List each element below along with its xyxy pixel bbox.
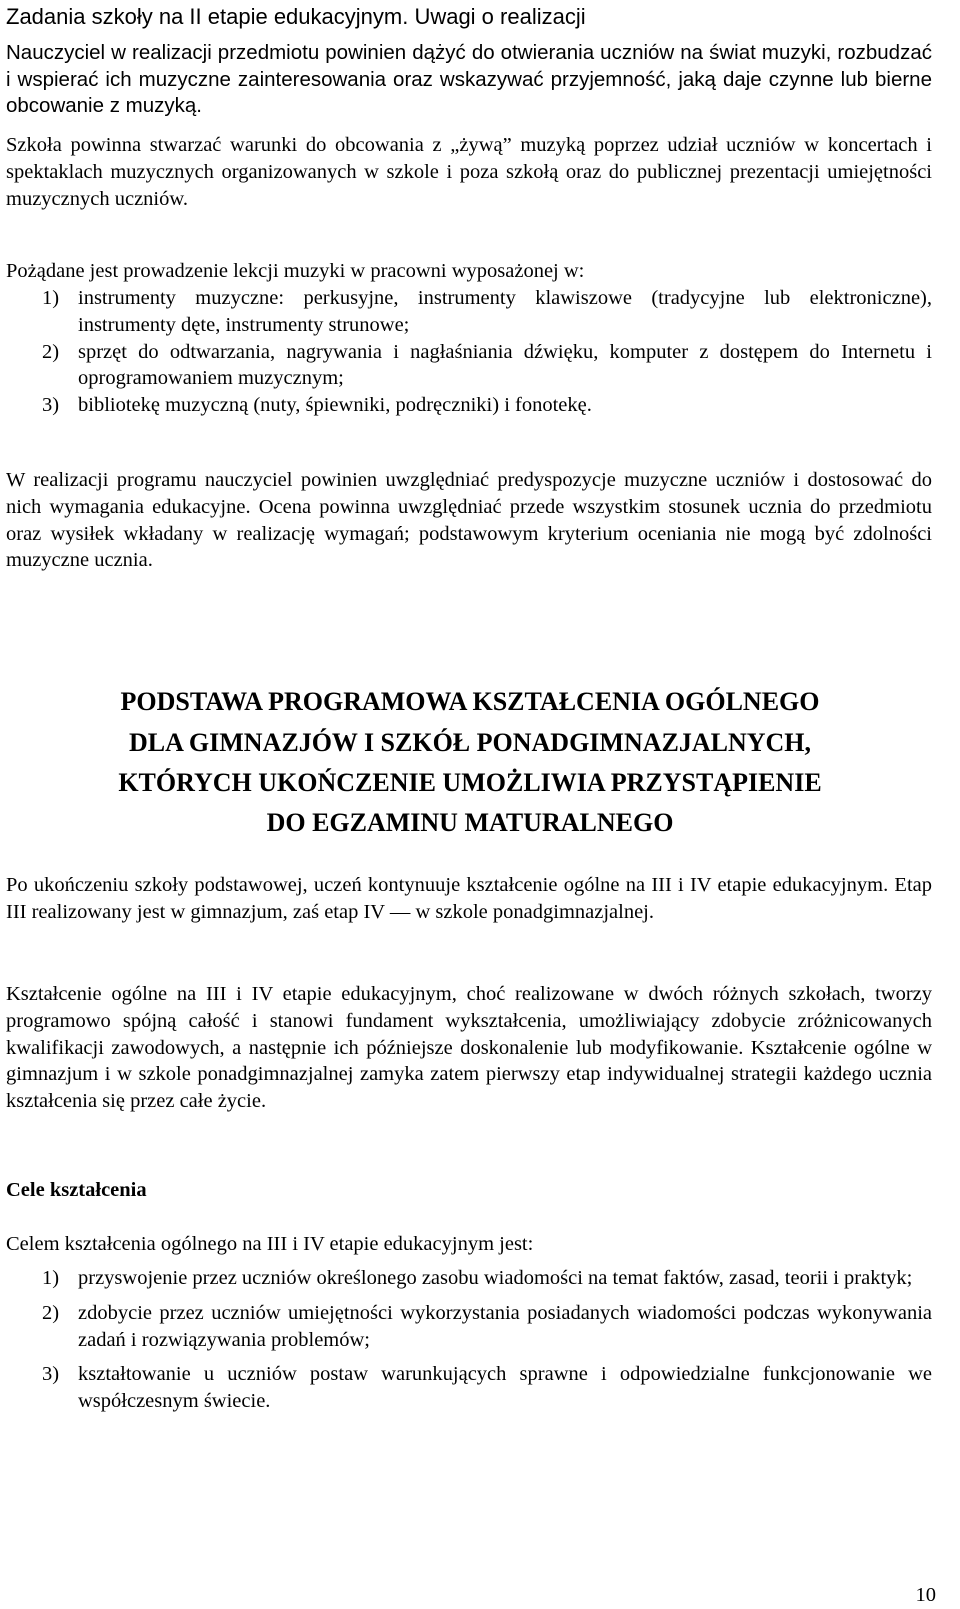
- main-heading-line-3: KTÓRYCH UKOŃCZENIE UMOŻLIWIA PRZYSTĄPIENIE: [118, 768, 822, 797]
- paragraph-assessment: W realizacji programu nauczyciel powinien uwzględniać predyspozycje muzyczne uczniów i dostosować do nich wymagania edukacyjne. Ocena powinna uwzględniać przede wszystkim stosunek ucznia do przedmiotu oraz wysiłek wkładany w realizację wymagań; podstawowym kryterium oceniania nie mogą być zdolności muzyczne ucznia.: [6, 469, 932, 572]
- main-heading-line-4: DO EGZAMINU MATURALNEGO: [266, 808, 674, 837]
- list-item-text: przyswojenie przez uczniów określonego zasobu wiadomości na temat faktów, zasad, teorii i praktyk;: [78, 1267, 913, 1289]
- list-item-number: 1): [42, 1267, 60, 1289]
- list-item-number: 3): [42, 394, 60, 417]
- list-item-number: 3): [42, 1363, 60, 1386]
- list-item-text: kształtowanie u uczniów postaw warunkujących sprawne i odpowiedzialne funkcjonowanie we współczesnym świecie.: [78, 1363, 932, 1413]
- paragraph-school-conditions: Szkoła powinna stwarzać warunki do obcowania z „żywą” muzyką poprzez udział uczniów w koncertach i spektaklach muzycznych organizowanych w szkole i poza szkołą oraz do publicznej prezentacji umiejętności muzycznych uczniów.: [6, 134, 932, 210]
- list-item-text: bibliotekę muzyczną (nuty, śpiewniki, podręczniki) i fonotekę.: [78, 394, 592, 417]
- list-item: [6, 392, 932, 419]
- main-heading-line-1: PODSTAWA PROGRAMOWA KSZTAŁCENIA OGÓLNEGO: [120, 687, 820, 716]
- paragraph-continuation: Po ukończeniu szkoły podstawowej, uczeń kontynuuje kształcenie ogólne na III i IV etapie edukacyjnym. Etap III realizowany jest w gimnazjum, zaś etap IV — w szkole ponadgimnazjalnej.: [6, 874, 932, 923]
- goals-heading: Cele kształcenia: [6, 1179, 147, 1201]
- section-title: Zadania szkoły na II etapie edukacyjnym. Uwagi o realizacji: [6, 4, 586, 29]
- list-item-number: 2): [42, 340, 60, 363]
- list-item: [6, 339, 932, 393]
- list-item: [6, 1265, 932, 1292]
- list-item-text: instrumenty muzyczne: perkusyjne, instrumenty klawiszowe (tradycyjne lub elektroniczne), instrumenty dęte, instrumenty strunowe;: [78, 287, 932, 336]
- page-number: 10: [915, 1584, 936, 1606]
- paragraph-equipment-intro: Pożądane jest prowadzenie lekcji muzyki w pracowni wyposażonej w:: [6, 260, 585, 282]
- list-item-text: zdobycie przez uczniów umiejętności wykorzystania posiadanych wiadomości podczas wykonywania zadań i rozwiązywania problemów;: [78, 1301, 932, 1351]
- list-item: [6, 285, 932, 339]
- goals-list: [6, 1265, 932, 1415]
- list-item-number: 2): [42, 1301, 60, 1324]
- list-item-number: 1): [42, 287, 60, 309]
- list-item: [6, 1361, 932, 1415]
- paragraph-general-education: Kształcenie ogólne na III i IV etapie edukacyjnym, choć realizowane w dwóch różnych szkołach, tworzy programowo spójną całość i stanowi fundament wykształcenia, umożliwiający zdobycie zróżnicowanych kwalifikacji zawodowych, a następnie ich późniejsze doskonalenie lub modyfikowanie. Kształcenie ogólne w gimnazjum i w szkole ponadgimnazjalnej zamyka zatem pierwszy etap indywidualnej strategii każdego ucznia kształcenia się przez całe życie.: [6, 983, 932, 1113]
- main-heading-line-2: DLA GIMNAZJÓW I SZKÓŁ PONADGIMNAZJALNYCH,: [128, 728, 812, 757]
- list-item-text: sprzęt do odtwarzania, nagrywania i nagłaśniania dźwięku, komputer z dostępem do Internetu i oprogramowaniem muzycznym;: [78, 340, 932, 390]
- goals-intro: Celem kształcenia ogólnego na III i IV etapie edukacyjnym jest:: [6, 1233, 534, 1255]
- equipment-list: [6, 285, 932, 419]
- paragraph-intro: Nauczyciel w realizacji przedmiotu powinien dążyć do otwierania uczniów na świat muzyki, rozbudzać i wspierać ich muzyczne zainteresowania oraz wskazywać przyjemność, jaką daje czynne lub bierne obcowanie z muzyką.: [6, 41, 932, 117]
- list-item: [6, 1300, 932, 1354]
